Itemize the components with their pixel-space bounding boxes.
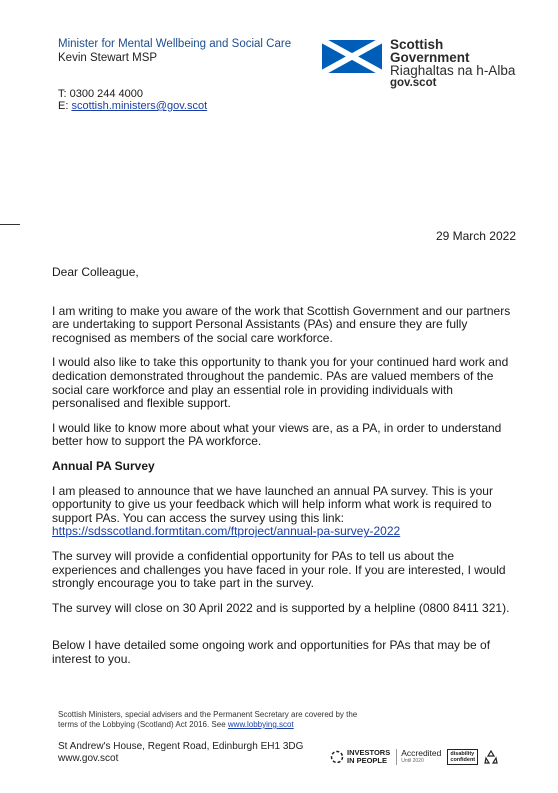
fold-mark <box>0 224 20 225</box>
contact-details <box>58 88 207 112</box>
lobbying-link[interactable]: www.lobbying.scot <box>227 720 294 729</box>
paragraph-confidential: The survey will provide a confidential opportunity for PAs to tell us about the experiences and challenges you have faced in your role. If you are interested, I would strongly encourage you to take part in the survey. <box>52 548 506 591</box>
paragraph-closing-date: The survey will close on 30 April 2022 and is supported by a helpline (0800 8411 321). <box>52 600 510 615</box>
disability-confident-badge <box>447 749 478 765</box>
logo-text <box>390 38 522 90</box>
investors-in-people-badge <box>330 749 390 765</box>
minister-name: Kevin Stewart MSP <box>58 52 158 64</box>
paragraph-views: I would like to know more about what your views are, as a PA, in order to understand better how to support the PA workforce. <box>52 420 502 449</box>
accredited-badge <box>396 749 441 765</box>
survey-intro-text: I am pleased to announce that we have launched an annual PA survey. This is your opportunity to give us your feedback which will help inform what work is required to support PAs. You can access the survey using this link: <box>52 483 493 525</box>
survey-link[interactable]: https://sdsscotland.formtitan.com/ftproject/annual-pa-survey-2022 <box>52 524 401 539</box>
phone-number: T: 0300 244 4000 <box>58 88 144 100</box>
letter-body <box>52 266 517 677</box>
minister-title: Minister for Mental Wellbeing and Social Care <box>58 38 292 50</box>
paragraph-below: Below I have detailed some ongoing work and opportunities for PAs that may be of interest to you. <box>52 638 491 666</box>
lobbying-footnote <box>58 710 358 730</box>
logo-line-website: gov.scot <box>390 77 437 89</box>
accredited-label: Accredited <box>401 748 442 758</box>
email-prefix: E: <box>58 100 72 112</box>
lobbying-text: Scottish Ministers, special advisers and the Permanent Secretary are covered by the terms of the Lobbying (Scotland) Act 2016. See <box>58 710 358 729</box>
letter-date: 29 March 2022 <box>435 229 516 243</box>
iip-line2: IN PEOPLE <box>347 756 388 765</box>
recycle-icon <box>484 750 498 764</box>
logo-line-gaelic: Riaghaltas na h-Alba <box>390 63 516 78</box>
iip-line1: INVESTORS <box>347 748 391 757</box>
saltire-flag-icon <box>322 40 382 73</box>
dc-line1: disability <box>450 751 475 757</box>
paragraph-thanks: I would also like to take this opportunity to thank you for your continued hard work and dedication demonstrated throughout the pandemic. PAs are valued members of the social care workforce and play an essential role in providing individuals with personalised and flexible support. <box>52 355 509 411</box>
logo-line-english: Scottish Government <box>390 37 470 65</box>
iip-swirl-icon <box>330 750 344 764</box>
website-line: www.gov.scot <box>58 753 119 764</box>
email-line <box>58 100 207 112</box>
address-line: St Andrew's House, Regent Road, Edinburgh EH1 3DG <box>58 741 304 752</box>
email-link[interactable]: scottish.ministers@gov.scot <box>71 100 208 112</box>
salutation: Dear Colleague, <box>52 265 139 279</box>
accredited-until: Until 2020 <box>401 758 424 764</box>
accreditation-badges <box>330 744 498 770</box>
paragraph-survey <box>52 485 517 539</box>
scottish-government-logo <box>322 37 522 89</box>
section-heading: Annual PA Survey <box>52 458 155 473</box>
paragraph-intro: I am writing to make you aware of the work that Scottish Government and our partners are undertaking to support Personal Assistants (PAs) and ensure they are fully recognised as members of the social care workforce. <box>52 303 511 345</box>
dc-line2: confident <box>450 757 476 763</box>
office-address <box>58 741 303 765</box>
